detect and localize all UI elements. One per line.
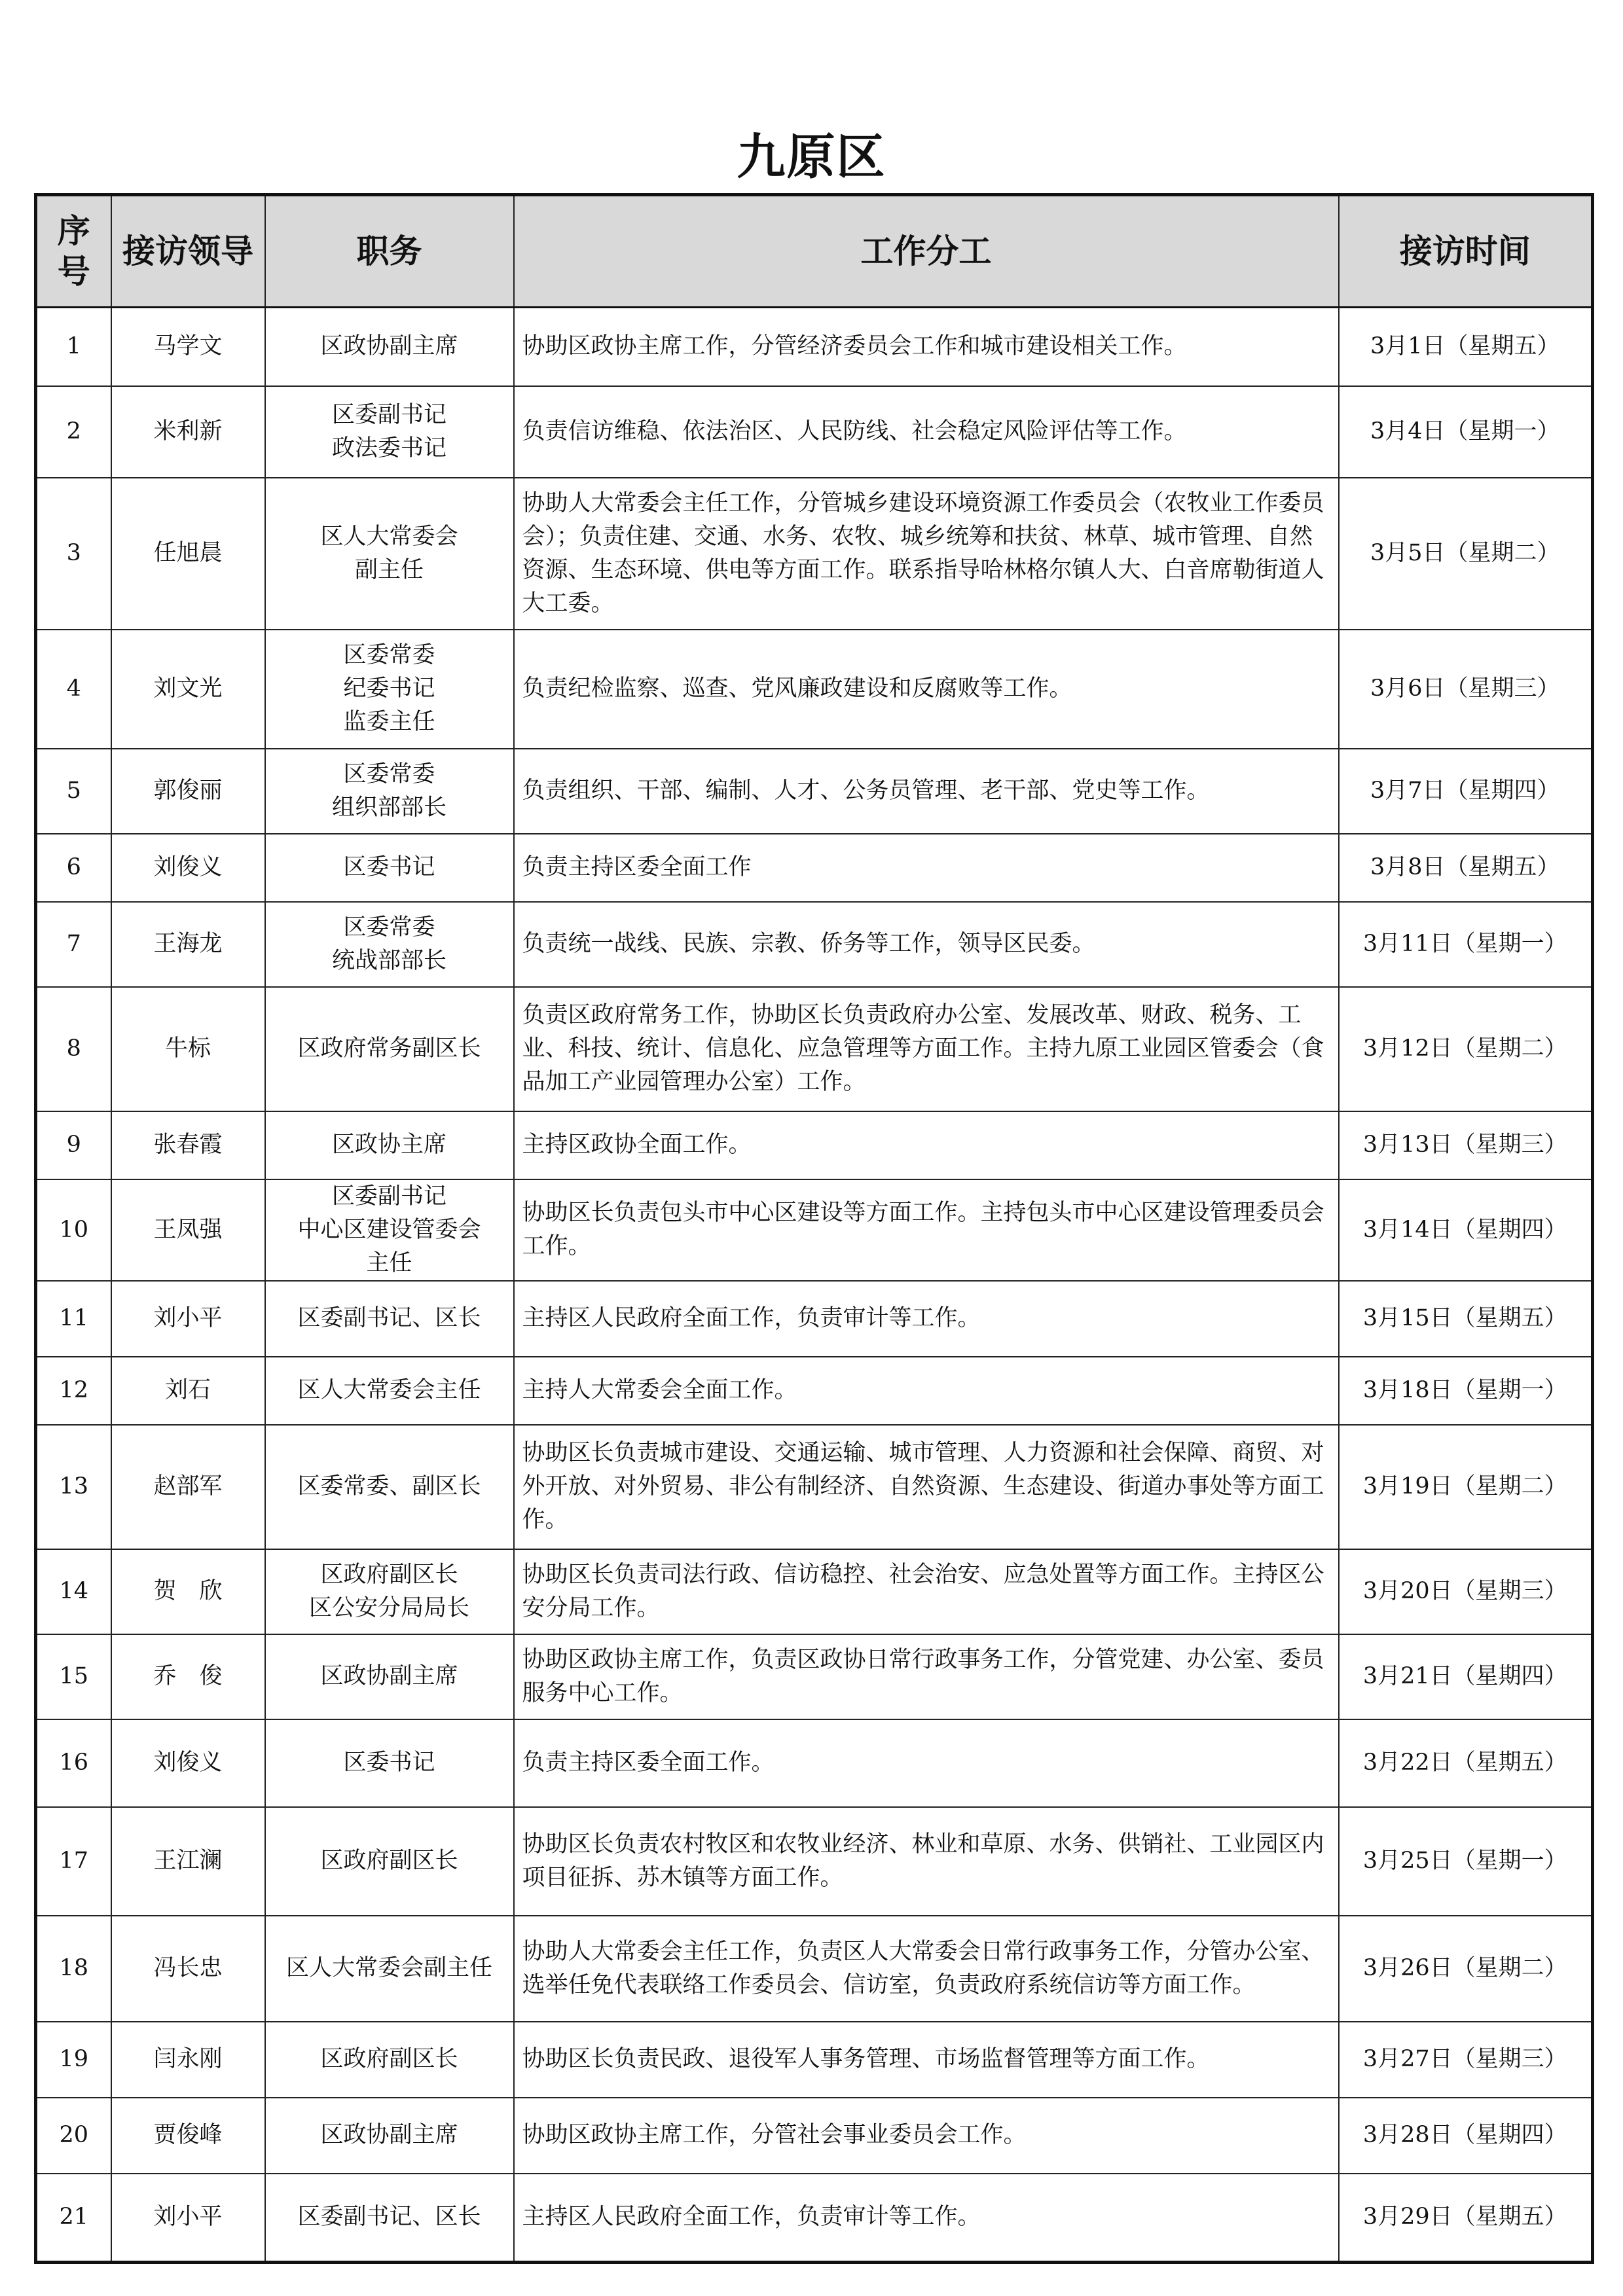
- cell-leader: 任旭晨: [111, 478, 265, 630]
- cell-leader: 刘文光: [111, 630, 265, 749]
- cell-leader: 冯长忠: [111, 1916, 265, 2022]
- cell-no: 13: [36, 1425, 111, 1549]
- cell-duty: 负责组织、干部、编制、人才、公务员管理、老干部、党史等工作。: [514, 749, 1339, 834]
- cell-position: 区政协副主席: [265, 2098, 514, 2174]
- cell-position: 区委常委、副区长: [265, 1425, 514, 1549]
- cell-leader: 贺 欣: [111, 1549, 265, 1634]
- cell-leader: 赵部军: [111, 1425, 265, 1549]
- table-row: [36, 1634, 1593, 1719]
- cell-duty: 协助区长负责包头市中心区建设等方面工作。主持包头市中心区建设管理委员会工作。: [514, 1179, 1339, 1281]
- cell-position: 区委副书记 政法委书记: [265, 386, 514, 478]
- cell-time: 3月21日（星期四）: [1339, 1634, 1593, 1719]
- cell-time: 3月12日（星期二）: [1339, 987, 1593, 1111]
- cell-no: 2: [36, 386, 111, 478]
- cell-position: 区委常委 组织部部长: [265, 749, 514, 834]
- cell-duty: 负责主持区委全面工作: [514, 834, 1339, 902]
- cell-position: 区政府副区长: [265, 1807, 514, 1916]
- cell-leader: 刘石: [111, 1357, 265, 1425]
- table-row: [36, 1916, 1593, 2022]
- cell-no: 16: [36, 1719, 111, 1807]
- cell-no: 20: [36, 2098, 111, 2174]
- cell-position: 区政协主席: [265, 1111, 514, 1179]
- cell-position: 区人大常委会副主任: [265, 1916, 514, 2022]
- cell-position: 区政府副区长: [265, 2022, 514, 2098]
- cell-duty: 协助区长负责农村牧区和农牧业经济、林业和草原、水务、供销社、工业园区内项目征拆、苏木镇等方面工作。: [514, 1807, 1339, 1916]
- header-time: 接访时间: [1339, 195, 1593, 308]
- table-row: [36, 2098, 1593, 2174]
- header-leader: 接访领导: [111, 195, 265, 308]
- cell-no: 9: [36, 1111, 111, 1179]
- cell-leader: 王江澜: [111, 1807, 265, 1916]
- cell-no: 5: [36, 749, 111, 834]
- header-no: 序 号: [36, 195, 111, 308]
- cell-time: 3月18日（星期一）: [1339, 1357, 1593, 1425]
- cell-time: 3月28日（星期四）: [1339, 2098, 1593, 2174]
- cell-position: 区委副书记、区长: [265, 2174, 514, 2263]
- cell-no: 8: [36, 987, 111, 1111]
- cell-leader: 乔 俊: [111, 1634, 265, 1719]
- table-row: [36, 1281, 1593, 1357]
- cell-leader: 贾俊峰: [111, 2098, 265, 2174]
- cell-duty: 协助区长负责城市建设、交通运输、城市管理、人力资源和社会保障、商贸、对外开放、对外贸易、非公有制经济、自然资源、生态建设、街道办事处等方面工作。: [514, 1425, 1339, 1549]
- cell-duty: 协助区政协主席工作，负责区政协日常行政事务工作，分管党建、办公室、委员服务中心工作。: [514, 1634, 1339, 1719]
- cell-time: 3月13日（星期三）: [1339, 1111, 1593, 1179]
- table-row: [36, 2022, 1593, 2098]
- table-row: [36, 1549, 1593, 1634]
- cell-duty: 协助区长负责民政、退役军人事务管理、市场监督管理等方面工作。: [514, 2022, 1339, 2098]
- table-body: [36, 308, 1593, 2263]
- table-row: [36, 630, 1593, 749]
- cell-duty: 主持区人民政府全面工作，负责审计等工作。: [514, 2174, 1339, 2263]
- cell-position: 区政协副主席: [265, 308, 514, 386]
- cell-time: 3月15日（星期五）: [1339, 1281, 1593, 1357]
- cell-duty: 主持区人民政府全面工作，负责审计等工作。: [514, 1281, 1339, 1357]
- cell-duty: 主持区政协全面工作。: [514, 1111, 1339, 1179]
- table-row: [36, 308, 1593, 386]
- cell-position: 区政协副主席: [265, 1634, 514, 1719]
- cell-position: 区人大常委会主任: [265, 1357, 514, 1425]
- cell-leader: 马学文: [111, 308, 265, 386]
- table-row: [36, 1357, 1593, 1425]
- table-header-row: [36, 195, 1593, 308]
- cell-leader: 张春霞: [111, 1111, 265, 1179]
- cell-position: 区委副书记、区长: [265, 1281, 514, 1357]
- cell-time: 3月5日（星期二）: [1339, 478, 1593, 630]
- header-duty: 工作分工: [514, 195, 1339, 308]
- cell-position: 区政府常务副区长: [265, 987, 514, 1111]
- cell-no: 18: [36, 1916, 111, 2022]
- cell-time: 3月27日（星期三）: [1339, 2022, 1593, 2098]
- cell-time: 3月19日（星期二）: [1339, 1425, 1593, 1549]
- page-title: 九原区: [737, 129, 886, 185]
- table-row: [36, 386, 1593, 478]
- cell-leader: 米利新: [111, 386, 265, 478]
- cell-duty: 负责统一战线、民族、宗教、侨务等工作，领导区民委。: [514, 902, 1339, 987]
- cell-no: 21: [36, 2174, 111, 2263]
- cell-leader: 王凤强: [111, 1179, 265, 1281]
- table-row: [36, 478, 1593, 630]
- cell-position: 区委书记: [265, 1719, 514, 1807]
- cell-position: 区人大常委会 副主任: [265, 478, 514, 630]
- cell-no: 4: [36, 630, 111, 749]
- cell-no: 10: [36, 1179, 111, 1281]
- table-row: [36, 2174, 1593, 2263]
- cell-leader: 王海龙: [111, 902, 265, 987]
- cell-leader: 郭俊丽: [111, 749, 265, 834]
- table-row: [36, 749, 1593, 834]
- cell-no: 7: [36, 902, 111, 987]
- cell-no: 19: [36, 2022, 111, 2098]
- table-row: [36, 1425, 1593, 1549]
- table-row: [36, 902, 1593, 987]
- cell-leader: 刘小平: [111, 1281, 265, 1357]
- cell-duty: 协助人大常委会主任工作，负责区人大常委会日常行政事务工作，分管办公室、选举任免代表联络工作委员会、信访室，负责政府系统信访等方面工作。: [514, 1916, 1339, 2022]
- cell-leader: 牛标: [111, 987, 265, 1111]
- table-row: [36, 1111, 1593, 1179]
- cell-time: 3月22日（星期五）: [1339, 1719, 1593, 1807]
- cell-time: 3月20日（星期三）: [1339, 1549, 1593, 1634]
- cell-time: 3月14日（星期四）: [1339, 1179, 1593, 1281]
- cell-duty: 负责区政府常务工作，协助区长负责政府办公室、发展改革、财政、税务、工业、科技、统计、信息化、应急管理等方面工作。主持九原工业园区管委会（食品加工产业园管理办公室）工作。: [514, 987, 1339, 1111]
- cell-time: 3月4日（星期一）: [1339, 386, 1593, 478]
- cell-no: 3: [36, 478, 111, 630]
- cell-time: 3月29日（星期五）: [1339, 2174, 1593, 2263]
- cell-duty: 协助区政协主席工作，分管社会事业委员会工作。: [514, 2098, 1339, 2174]
- table-row: [36, 1179, 1593, 1281]
- cell-position: 区委副书记 中心区建设管委会 主任: [265, 1179, 514, 1281]
- cell-time: 3月26日（星期二）: [1339, 1916, 1593, 2022]
- table-row: [36, 987, 1593, 1111]
- cell-leader: 刘俊义: [111, 1719, 265, 1807]
- cell-duty: 负责主持区委全面工作。: [514, 1719, 1339, 1807]
- cell-no: 15: [36, 1634, 111, 1719]
- cell-duty: 负责纪检监察、巡查、党风廉政建设和反腐败等工作。: [514, 630, 1339, 749]
- cell-position: 区委常委 纪委书记 监委主任: [265, 630, 514, 749]
- cell-leader: 刘俊义: [111, 834, 265, 902]
- cell-position: 区委常委 统战部部长: [265, 902, 514, 987]
- cell-time: 3月7日（星期四）: [1339, 749, 1593, 834]
- cell-duty: 协助区政协主席工作，分管经济委员会工作和城市建设相关工作。: [514, 308, 1339, 386]
- table-row: [36, 1807, 1593, 1916]
- cell-no: 17: [36, 1807, 111, 1916]
- cell-time: 3月6日（星期三）: [1339, 630, 1593, 749]
- cell-time: 3月25日（星期一）: [1339, 1807, 1593, 1916]
- reception-schedule-table: [34, 193, 1594, 2264]
- cell-no: 11: [36, 1281, 111, 1357]
- cell-time: 3月8日（星期五）: [1339, 834, 1593, 902]
- header-position: 职务: [265, 195, 514, 308]
- cell-leader: 刘小平: [111, 2174, 265, 2263]
- table-row: [36, 834, 1593, 902]
- cell-time: 3月1日（星期五）: [1339, 308, 1593, 386]
- cell-time: 3月11日（星期一）: [1339, 902, 1593, 987]
- cell-no: 6: [36, 834, 111, 902]
- cell-no: 12: [36, 1357, 111, 1425]
- cell-leader: 闫永刚: [111, 2022, 265, 2098]
- cell-position: 区政府副区长 区公安分局局长: [265, 1549, 514, 1634]
- cell-no: 14: [36, 1549, 111, 1634]
- table-row: [36, 1719, 1593, 1807]
- cell-duty: 负责信访维稳、依法治区、人民防线、社会稳定风险评估等工作。: [514, 386, 1339, 478]
- cell-duty: 协助区长负责司法行政、信访稳控、社会治安、应急处置等方面工作。主持区公安分局工作。: [514, 1549, 1339, 1634]
- cell-duty: 协助人大常委会主任工作，分管城乡建设环境资源工作委员会（农牧业工作委员会）；负责住建、交通、水务、农牧、城乡统筹和扶贫、林草、城市管理、自然资源、生态环境、供电等方面工作。联系指导哈林格尔镇人大、白音席勒街道人大工委。: [514, 478, 1339, 630]
- cell-no: 1: [36, 308, 111, 386]
- cell-duty: 主持人大常委会全面工作。: [514, 1357, 1339, 1425]
- cell-position: 区委书记: [265, 834, 514, 902]
